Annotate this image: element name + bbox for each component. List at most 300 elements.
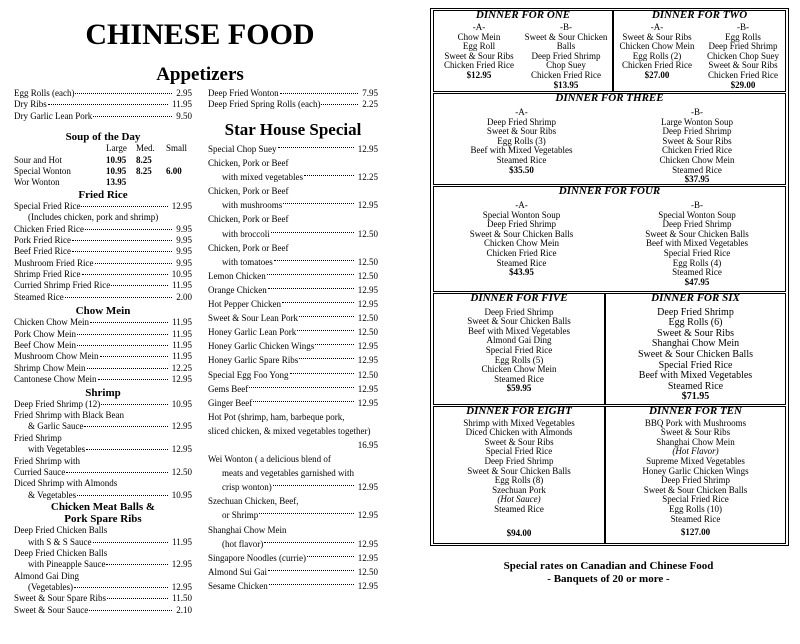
menu-item-name: Sweet & Sour Lean Pork — [208, 313, 298, 324]
option-item: Chicken Chow Mein — [619, 41, 695, 52]
dinner-for-one-title: DINNER FOR ONE — [475, 9, 571, 21]
menu-item — [14, 212, 192, 223]
option-item: Shanghai Chow Mein — [651, 338, 740, 350]
option-item: Egg Roll — [462, 41, 496, 52]
leader-dots — [84, 426, 168, 427]
menu-item-name: Chicken, Pork or Beef — [208, 186, 289, 197]
leader-dots — [77, 495, 168, 496]
option-item: Sweet & Sour Ribs — [484, 436, 554, 447]
option-item: Sweet & Sour Chicken Balls — [643, 484, 748, 495]
option-item: Chicken Chow Mein — [484, 238, 559, 249]
menu-item-price: 11.95 — [172, 328, 192, 339]
option-item: Special Fried Rice — [485, 446, 553, 457]
menu-item-name: Lemon Chicken — [208, 270, 266, 281]
leader-dots — [299, 358, 354, 359]
soup-price: 13.95 — [106, 177, 127, 188]
menu-item-name: Special Chop Suey — [208, 144, 277, 154]
menu-item-name: Orange Chicken — [208, 284, 267, 295]
menu-item — [14, 605, 192, 616]
menu-item — [208, 396, 378, 410]
menu-item-price: 12.95 — [171, 374, 192, 385]
option-item: Sweet & Sour Ribs — [660, 427, 731, 438]
leader-dots — [48, 104, 168, 105]
menu-item — [14, 88, 192, 99]
menu-item — [14, 478, 192, 489]
option-item: Sweet & Sour Ribs — [444, 50, 514, 61]
menu-item — [208, 311, 378, 325]
option-label: -B- — [560, 22, 572, 32]
menu-item — [14, 351, 192, 362]
option-item: (Hot Sauce) — [497, 494, 541, 505]
menu-item — [14, 444, 192, 455]
option-item: Almond Gai Ding — [486, 335, 552, 346]
dinner-for-six-panel — [605, 293, 786, 405]
menu-item-name: Mushroom Chow Mein — [14, 351, 99, 362]
menu-item-name: with mixed vegetables — [222, 172, 303, 183]
menu-item-name: Sweet & Sour Spare Ribs — [14, 593, 106, 604]
option-price: $43.95 — [509, 267, 534, 278]
menu-item-price: 7.95 — [362, 88, 378, 98]
leader-dots — [75, 93, 172, 94]
option-price: $29.00 — [730, 79, 756, 90]
option-label: -A- — [472, 22, 486, 32]
option-item: Sweet & Sour Ribs — [662, 135, 732, 146]
menu-item-name: (Vegetables) — [28, 582, 73, 593]
menu-item-name: (Includes chicken, pork and shrimp) — [28, 212, 159, 223]
menu-item-name: Special Fried Rice — [14, 200, 81, 211]
menu-item-name: Honey Garlic Spare Ribs — [208, 355, 299, 366]
option-item: Beef with Mixed Vegetables — [467, 325, 571, 336]
menu-item — [208, 184, 378, 198]
menu-item-name: Chicken Fried Rice — [14, 223, 84, 234]
leader-dots — [82, 274, 168, 275]
menu-item-price: 12.25 — [171, 362, 192, 373]
menu-item-price: 12.95 — [171, 582, 192, 593]
option-price: $13.95 — [553, 79, 579, 90]
option-price: $37.95 — [684, 174, 710, 185]
menu-item-name: Deep Fried Wonton — [208, 88, 279, 98]
dinner-for-six-title: DINNER FOR SIX — [651, 292, 740, 304]
menu-item — [208, 156, 378, 170]
option-price: $35.50 — [509, 164, 534, 175]
dinner-two-option-a — [614, 23, 700, 81]
option-item: Chicken Fried Rice — [708, 69, 778, 80]
menu-item-price: 2.00 — [176, 291, 192, 302]
option-label: -B- — [737, 22, 749, 32]
option-item: Steamed Rice — [672, 267, 722, 278]
soup-size-label: Med. — [136, 143, 155, 154]
option-item: Sweet & Sour Chicken Balls — [638, 348, 753, 360]
menu-item — [208, 368, 378, 382]
option-item: Chicken Fried Rice — [444, 60, 514, 71]
leader-dots — [290, 373, 354, 374]
dinner-for-three-title: DINNER FOR THREE — [555, 92, 664, 104]
option-item: BBQ Pork with Mushrooms — [644, 417, 747, 428]
dinner-for-four-title: DINNER FOR FOUR — [558, 185, 661, 197]
menu-item — [14, 292, 192, 303]
option-item: Sweet & Sour Chicken Balls — [469, 228, 574, 239]
soup-row — [14, 177, 192, 188]
option-item: Egg Rolls — [725, 31, 761, 42]
option-label: -A- — [515, 200, 528, 210]
leader-dots — [267, 274, 354, 275]
menu-item-name: with S & S Sauce — [28, 536, 92, 547]
soup-price: 8.25 — [136, 165, 152, 176]
dinner-for-four-panel — [433, 186, 786, 292]
menu-item — [208, 452, 378, 466]
dinner-four-option-b — [609, 201, 785, 287]
option-item: Chicken Chop Suey — [707, 50, 779, 61]
section-heading: Chicken Meat Balls & — [50, 501, 156, 514]
menu-item — [14, 235, 192, 246]
menu-item — [208, 410, 378, 424]
leader-dots — [65, 297, 172, 298]
option-label: -A- — [650, 22, 664, 32]
menu-item — [208, 494, 378, 508]
option-item: Deep Fried Shrimp — [487, 116, 556, 127]
leader-dots — [259, 513, 354, 514]
menu-item — [208, 565, 378, 579]
option-item: Sweet & Sour Ribs — [622, 31, 692, 42]
soup-price: 6.00 — [166, 165, 182, 176]
menu-item-name: with broccoli — [222, 228, 270, 239]
option-item: Steamed Rice — [494, 373, 544, 384]
menu-item — [14, 201, 192, 212]
menu-item-name: Sweet & Sour Sauce — [14, 604, 89, 615]
menu-item-name: Cantonese Chow Mein — [14, 374, 97, 385]
soup-price: 8.25 — [136, 154, 152, 165]
soup-price: 10.95 — [106, 165, 127, 176]
menu-item-name: Chicken, Pork or Beef — [208, 242, 289, 253]
menu-item-name: with mushrooms — [222, 200, 283, 211]
option-item: Sweet & Sour Chicken Balls — [467, 465, 571, 476]
option-price: $127.00 — [680, 527, 711, 538]
menu-item-price: 11.50 — [172, 593, 192, 604]
leader-dots — [307, 556, 354, 557]
leader-dots — [269, 584, 354, 585]
option-item: Chop Suey — [546, 60, 586, 71]
menu-item — [208, 88, 378, 99]
menu-item-name: Curried Shrimp Fried Rice — [14, 280, 111, 291]
menu-item-price: 12.50 — [357, 256, 378, 267]
menu-item — [208, 283, 378, 297]
menu-item-name: Hot Pepper Chicken — [208, 299, 281, 310]
option-price: $59.95 — [506, 383, 532, 394]
leader-dots — [81, 206, 168, 207]
option-item: Egg Rolls (2) — [632, 50, 682, 61]
menu-item — [14, 537, 192, 548]
menu-item — [14, 280, 192, 291]
option-item: Honey Garlic Chicken Wings — [642, 465, 749, 476]
menu-item-price: 12.95 — [171, 444, 192, 455]
menu-item-price: 12.95 — [171, 559, 192, 570]
option-item: Sweet & Sour Ribs — [708, 60, 778, 71]
soup-name: Wor Wonton — [14, 177, 60, 188]
menu-item-name: Gems Beef — [208, 383, 249, 394]
leader-dots — [106, 564, 168, 565]
menu-item — [208, 353, 378, 367]
leader-dots — [282, 302, 354, 303]
menu-item-name: Shrimp Chow Mein — [14, 362, 86, 373]
option-item: Steamed Rice — [496, 154, 547, 165]
menu-item — [208, 269, 378, 283]
leader-dots — [66, 472, 168, 473]
menu-item-price: 12.95 — [171, 200, 192, 211]
menu-item-name: Fried Shrimp with — [14, 455, 81, 466]
leader-dots — [98, 379, 168, 380]
menu-item — [208, 227, 378, 241]
option-item: Steamed Rice — [496, 257, 547, 268]
dinner-for-two-panel — [613, 10, 786, 92]
menu-item-price: 12.50 — [357, 327, 378, 338]
menu-item — [208, 382, 378, 396]
menu-item — [14, 399, 192, 410]
menu-item-name: Deep Fried Spring Rolls (each) — [208, 99, 321, 110]
dinner-for-two-title: DINNER FOR TWO — [651, 9, 748, 21]
option-price: $47.95 — [684, 276, 710, 287]
option-item: Shrimp with Mixed Vegetables — [463, 417, 575, 428]
menu-item-name: with Pineapple Sauce — [28, 559, 106, 570]
menu-item-price: 9.95 — [176, 223, 192, 234]
option-item: Diced Chicken with Almonds — [465, 427, 573, 438]
option-item: Chicken Fried Rice — [662, 145, 732, 156]
leader-dots — [268, 288, 354, 289]
option-item: Special Fried Rice — [663, 247, 731, 258]
leader-dots — [74, 587, 168, 588]
footer-line-1: Special rates on Canadian and Chinese Food — [503, 560, 714, 572]
option-label: -B- — [691, 107, 703, 117]
leader-dots — [280, 93, 358, 94]
menu-item-price: 11.95 — [172, 280, 192, 291]
menu-item-price: 12.95 — [357, 284, 378, 295]
menu-item-price: 12.95 — [357, 200, 378, 211]
option-item: Egg Rolls (8) — [494, 475, 544, 486]
option-item: Sweet & Sour Ribs — [486, 126, 557, 137]
menu-item-name: meats and vegetables garnished with — [222, 468, 354, 479]
menu-item — [14, 571, 192, 582]
option-label: -B- — [691, 200, 703, 210]
menu-item-price: 12.25 — [357, 172, 378, 183]
menu-item — [208, 241, 378, 255]
leader-dots — [95, 263, 172, 264]
section-heading: Shrimp — [85, 386, 121, 399]
option-item: Sweet & Sour Ribs — [657, 327, 734, 339]
dinner-for-ten-title: DINNER FOR TEN — [649, 405, 742, 417]
menu-item-name: & Garlic Sauce — [28, 421, 84, 432]
leader-dots — [89, 610, 172, 611]
option-item: Special Wonton Soup — [658, 209, 736, 220]
menu-item-name: Fried Shrimp with Black Bean — [14, 409, 124, 420]
menu-item-price: 12.95 — [357, 552, 378, 563]
option-item: Deep Fried Shrimp — [662, 126, 732, 137]
menu-item-name: sliced chicken, & mixed vegetables together) — [208, 425, 371, 436]
leader-dots — [253, 401, 354, 402]
menu-item — [208, 480, 378, 494]
option-item: Deep Fried Shrimp — [657, 306, 734, 318]
soup-size-label: Small — [166, 143, 188, 154]
leader-dots — [271, 232, 354, 233]
section-heading: Chow Mein — [75, 305, 131, 318]
menu-item — [208, 339, 378, 353]
soup-name: Special Wonton — [14, 165, 71, 176]
menu-item-price: 11.95 — [172, 536, 192, 547]
leader-dots — [77, 334, 168, 335]
section-heading: Fried Rice — [78, 188, 128, 201]
menu-item-name: Special Egg Foo Yong — [208, 369, 289, 380]
menu-item — [208, 212, 378, 226]
option-item: Deep Fried Shrimp — [661, 475, 730, 486]
menu-item — [208, 579, 378, 593]
menu-item-name: Chicken, Pork or Beef — [208, 214, 289, 225]
menu-item-name: with Vegetables — [28, 444, 86, 455]
menu-item — [208, 99, 378, 110]
menu-item — [14, 467, 192, 478]
dinner-three-option-a — [434, 108, 609, 175]
option-item: Special Fried Rice — [662, 494, 729, 505]
menu-item-price: 12.50 — [357, 566, 378, 577]
dinner-two-option-b — [700, 23, 786, 90]
menu-item-price: 2.95 — [176, 88, 192, 98]
menu-item-price: 9.95 — [176, 257, 192, 268]
option-price: $71.95 — [681, 391, 710, 403]
leader-dots — [274, 260, 354, 261]
menu-item-name: Dry Garlic Lean Pork — [14, 110, 93, 121]
menu-item-name: Beef Fried Rice — [14, 246, 71, 257]
menu-item — [208, 551, 378, 565]
menu-item — [208, 508, 378, 522]
menu-item — [208, 255, 378, 269]
menu-item-price: 9.95 — [176, 246, 192, 257]
leader-dots — [283, 203, 354, 204]
menu-item-price: 12.95 — [357, 355, 378, 366]
footer-line-2: - Banquets of 20 or more - — [547, 573, 670, 585]
option-item: Egg Rolls (10) — [669, 503, 722, 514]
soup-size-label: Large — [106, 143, 127, 154]
leader-dots — [101, 404, 168, 405]
menu-item — [208, 537, 378, 551]
menu-item — [208, 325, 378, 339]
menu-item — [14, 111, 192, 122]
menu-item-price: 12.95 — [357, 510, 378, 521]
leader-dots — [273, 485, 354, 486]
menu-item-name: Shanghai Chow Mein — [208, 524, 287, 535]
leader-dots — [299, 316, 354, 317]
dinner-for-one-panel — [433, 10, 613, 92]
menu-item — [14, 421, 192, 432]
menu-item-price: 12.95 — [357, 341, 378, 352]
menu-item — [14, 456, 192, 467]
menu-item-name: Honey Garlic Chicken Wings — [208, 341, 315, 352]
menu-item-name: Szechuan Chicken, Beef, — [208, 496, 299, 507]
soup-size-header — [14, 143, 192, 154]
menu-item — [14, 99, 192, 110]
leader-dots — [86, 449, 168, 450]
soup-row — [14, 166, 192, 177]
option-item: Chicken Chow Mein — [481, 364, 557, 375]
option-price: $94.00 — [506, 527, 532, 538]
menu-item-name: Sesame Chicken — [208, 580, 268, 591]
option-label: -A- — [515, 107, 528, 117]
menu-item-name: Mushroom Fried Rice — [14, 257, 94, 268]
option-item: Deep Fried Shrimp — [708, 41, 778, 52]
option-item: (Hot Flavor) — [672, 446, 719, 457]
soup-name: Sour and Hot — [14, 154, 62, 165]
option-item: Steamed Rice — [672, 164, 722, 175]
menu-item — [14, 317, 192, 328]
menu-item-name: Pork Chow Mein — [14, 328, 77, 339]
menu-item-name: or Shrimp — [222, 510, 259, 521]
dinner-one-option-a — [434, 23, 524, 81]
option-item: Steamed Rice — [670, 513, 721, 524]
menu-item-name: Singapore Noodles (currie) — [208, 552, 306, 563]
star-house-list — [208, 142, 378, 593]
dinner-one-option-b — [520, 23, 612, 90]
menu-item — [14, 593, 192, 604]
menu-item-name: Hot Pot (shrimp, ham, barbeque pork, — [208, 411, 345, 422]
appetizers-heading: Appetizers — [156, 64, 244, 85]
leader-dots — [90, 322, 168, 323]
leader-dots — [278, 147, 354, 148]
menu-item — [208, 142, 378, 156]
menu-item-name: Dry Ribs — [14, 99, 47, 110]
dinner-four-option-a — [434, 201, 609, 278]
leader-dots — [100, 356, 168, 357]
leader-dots — [111, 285, 168, 286]
leader-dots — [72, 240, 172, 241]
menu-item — [14, 340, 192, 351]
menu-item-name: Deep Fried Chicken Balls — [14, 525, 108, 536]
leader-dots — [93, 116, 172, 117]
leader-dots — [249, 387, 354, 388]
menu-item-price: 11.95 — [172, 99, 192, 110]
option-item: Deep Fried Shrimp — [484, 455, 554, 466]
option-item: Shanghai Chow Mein — [656, 436, 735, 447]
menu-item — [14, 548, 192, 559]
option-item: Chicken Fried Rice — [622, 60, 692, 71]
menu-item-name: Curried Sauce — [14, 466, 66, 477]
menu-item-price: 16.95 — [357, 439, 378, 450]
option-item: Deep Fried Shrimp — [484, 306, 554, 317]
menu-item-name: Beef Chow Mein — [14, 340, 76, 351]
dinner-for-ten-panel — [605, 406, 786, 544]
option-item: Sweet & Sour Chicken Balls — [645, 228, 749, 239]
leader-dots — [315, 344, 354, 345]
menu-item-name: (hot flavor) — [222, 538, 264, 549]
option-item: Beef with Mixed Vegetables — [638, 370, 753, 382]
soup-row — [14, 155, 192, 166]
menu-item-name: Wei Wonton ( a delicious blend of — [208, 454, 331, 465]
option-item: Egg Rolls (4) — [672, 257, 722, 268]
footer — [430, 560, 787, 586]
menu-item-price: 12.95 — [357, 482, 378, 493]
menu-item — [208, 424, 378, 438]
leader-dots — [321, 104, 358, 105]
dinner-three-option-b — [609, 108, 785, 185]
menu-item — [14, 258, 192, 269]
leader-dots — [107, 598, 168, 599]
menu-item-price: 9.50 — [176, 110, 192, 121]
menu-item-price: 11.95 — [172, 317, 192, 328]
menu-item-name: Deep Fried Shrimp (12) — [14, 398, 101, 409]
option-item: Steamed Rice — [667, 380, 724, 392]
dinner-for-five-panel — [433, 293, 605, 405]
menu-column-right — [208, 88, 378, 111]
menu-column-left — [14, 88, 192, 616]
menu-item-price: 12.50 — [357, 270, 378, 281]
menu-item — [14, 374, 192, 385]
menu-item-name: & Vegetables — [28, 489, 77, 500]
dinner-for-eight-panel — [433, 406, 605, 544]
